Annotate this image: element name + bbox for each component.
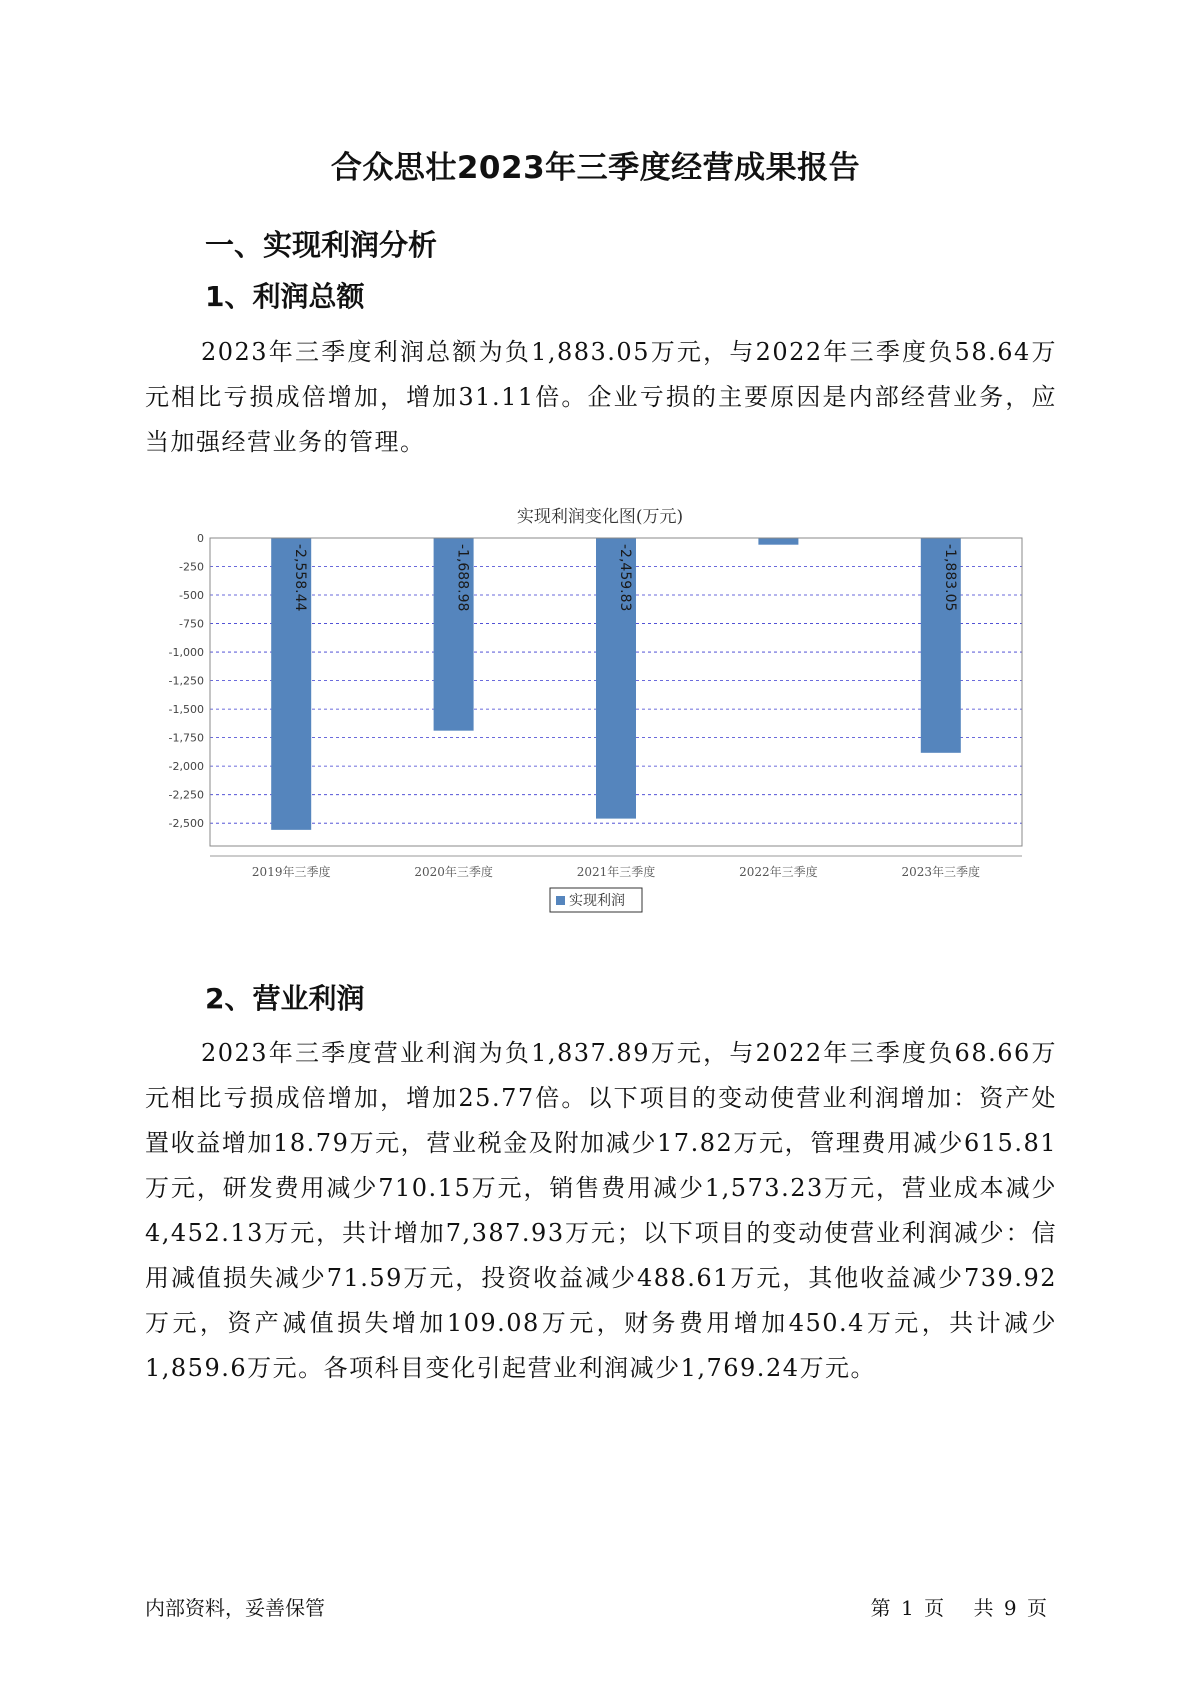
y-tick-label: -1,000 xyxy=(168,646,204,660)
document-title: 合众思壮2023年三季度经营成果报告 xyxy=(330,150,861,186)
footer-page-info xyxy=(869,1592,1049,1621)
y-tick-label: -250 xyxy=(179,560,204,574)
chart-legend xyxy=(550,888,642,912)
bar-data-label: -1,688.98 xyxy=(454,544,471,612)
x-tick-label: 2021年三季度 xyxy=(576,865,656,879)
y-tick-label: -1,500 xyxy=(168,703,204,717)
paragraph-operating-profit: 2023年三季度营业利润为负1,837.89万元，与2022年三季度负68.66万元相比亏损成倍增加，增加25.77倍。以下项目的变动使营业利润增加：资产处置收益增加18.79万元，营业税金及附加减少17.82万元，管理费用减少615.81万元，研发费用减少710.15万元，销售费用减少1,573.23万元，营业成本减少4,452.13万元，共计增加7,387.93万元；以下项目的变动使营业利润减少：信用减值损失减少71.59万元，投资收益减少488.61万元，其他收益减少739.92万元，资产减值损失增加109.08万元，财务费用增加450.4万元，共计减少1,859.6万元。各项科目变化引起营业利润减少1,769.24万元。 xyxy=(145,1039,1057,1382)
paragraph-total-profit: 2023年三季度利润总额为负1,883.05万元，与2022年三季度负58.64万元相比亏损成倍增加，增加31.11倍。企业亏损的主要原因是内部经营业务，应当加强经营业务的管理。 xyxy=(145,338,1057,456)
legend-label: 实现利润 xyxy=(569,893,625,909)
subsection-heading-total-profit: 1、利润总额 xyxy=(205,280,365,313)
legend-swatch xyxy=(556,896,565,905)
bar-data-label: -2,558.44 xyxy=(292,544,309,612)
y-tick-label: -1,750 xyxy=(168,731,204,745)
footer-page-number: 1 xyxy=(901,1596,914,1620)
footer-total-unit: 页 xyxy=(1027,1596,1047,1620)
y-tick-label: -750 xyxy=(179,617,204,631)
y-tick-label: -500 xyxy=(179,589,204,603)
y-tick-label: 0 xyxy=(197,532,204,545)
bar-2022年三季度 xyxy=(758,538,798,545)
footer-page-unit: 页 xyxy=(924,1596,945,1620)
footer-total-prefix: 共 xyxy=(973,1596,994,1620)
x-tick-label: 2020年三季度 xyxy=(414,865,493,879)
x-tick-label: 2022年三季度 xyxy=(739,865,818,879)
y-tick-label: -1,250 xyxy=(168,674,204,688)
y-tick-label: -2,250 xyxy=(168,788,204,802)
footer-total-pages: 9 xyxy=(1003,1596,1017,1620)
chart-title: 实现利润变化图(万元) xyxy=(516,507,684,527)
profit-bar-chart xyxy=(150,490,1050,950)
subsection-heading-operating-profit: 2、营业利润 xyxy=(205,982,365,1015)
footer-page-prefix: 第 xyxy=(870,1596,891,1620)
y-tick-label: -2,000 xyxy=(168,760,204,774)
bar-data-label: -1,883.05 xyxy=(941,544,958,612)
y-tick-label: -2,500 xyxy=(168,817,204,831)
bar-data-label: -2,459.83 xyxy=(617,544,633,612)
section-heading-profit-analysis: 一、实现利润分析 xyxy=(205,228,438,262)
x-tick-label: 2023年三季度 xyxy=(901,865,981,879)
chart-svg xyxy=(150,490,1050,950)
x-tick-label: 2019年三季度 xyxy=(251,865,331,879)
footer-confidential-note: 内部资料，妥善保管 xyxy=(145,1596,325,1620)
